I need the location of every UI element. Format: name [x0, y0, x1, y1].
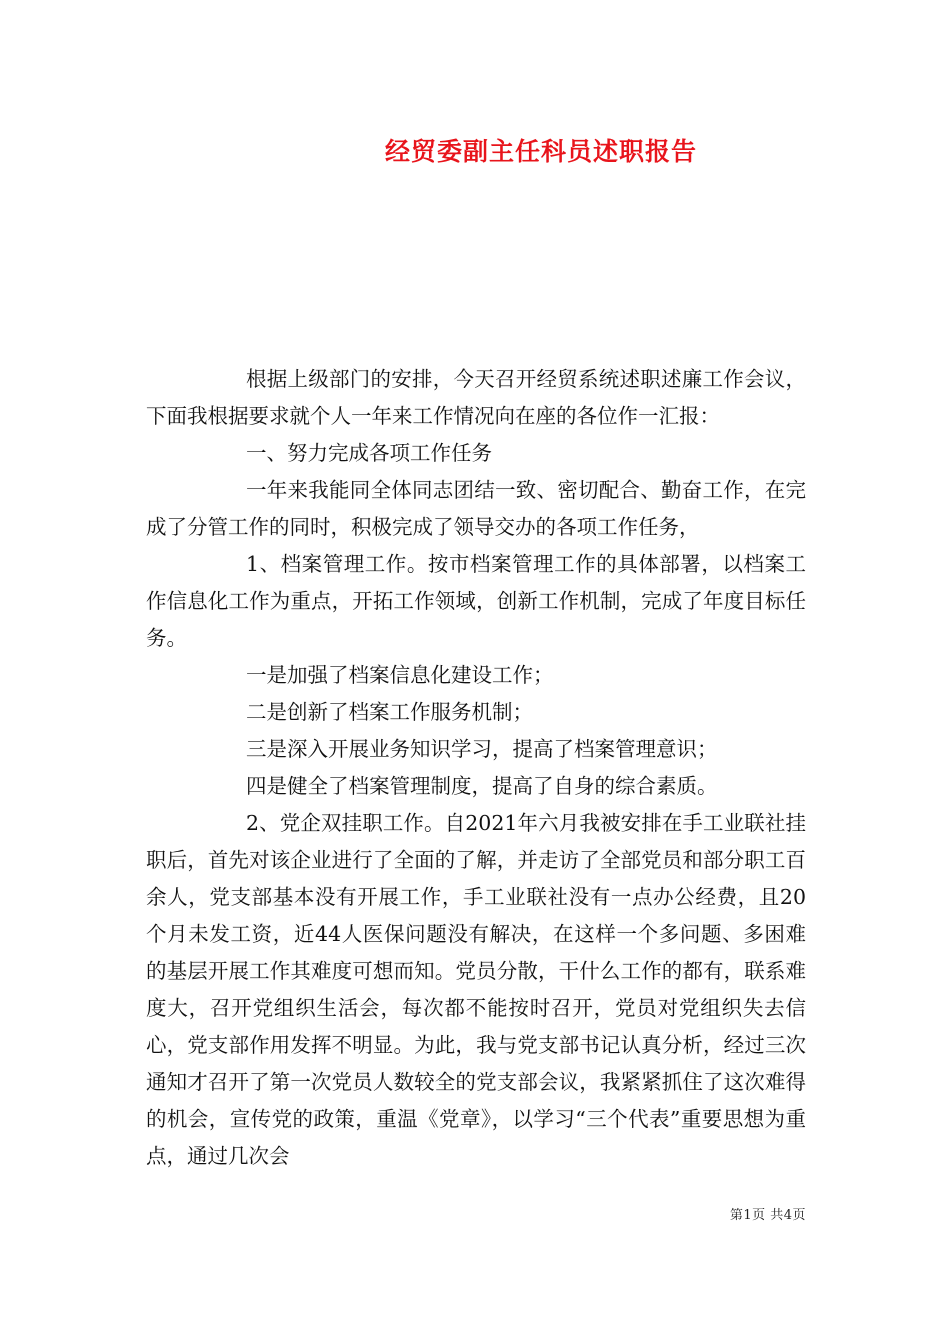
- paragraph-summary: 一年来我能同全体同志团结一致、密切配合、勤奋工作，在完成了分管工作的同时，积极完成了领导交办的各项工作任务，: [146, 478, 806, 539]
- paragraph-intro: 根据上级部门的安排，今天召开经贸系统述职述廉工作会议，下面我根据要求就个人一年来工作情况向在座的各位作一汇报：: [146, 367, 806, 428]
- list-item-2: 二是创新了档案工作服务机制；: [246, 700, 533, 724]
- list-item-3: 三是深入开展业务知识学习，提高了档案管理意识；: [246, 737, 718, 761]
- paragraph-party-work: 2、党企双挂职工作。自2021年六月我被安排在手工业联社挂职后，首先对该企业进行了全面的了解，并走访了全部党员和部分职工百余人，党支部基本没有开展工作，手工业联社没有一点办公经费，且20个月未发工资，近44人医保问题没有解决，在这样一个多问题、多困难的基层开展工作其难度可想而知。党员分散，干什么工作的都有，联系难度大，召开党组织生活会，每次都不能按时召开，党员对党组织失去信心，党支部作用发挥不明显。为此，我与党支部书记认真分析，经过三次通知才召开了第一次党员人数较全的党支部会议，我紧紧抓住了这次难得的机会，宣传党的政策，重温《党章》，以学习“三个代表”重要思想为重点，通过几次会: [146, 811, 806, 1168]
- page-number: 第1页 共4页: [729, 1208, 806, 1223]
- paragraph-archive-work: 1、档案管理工作。按市档案管理工作的具体部署，以档案工作信息化工作为重点，开拓工作领域，创新工作机制，完成了年度目标任务。: [146, 552, 806, 650]
- list-item-1: 一是加强了档案信息化建设工作；: [246, 663, 554, 687]
- section-heading-1: 一、努力完成各项工作任务: [246, 441, 492, 465]
- document-title: 经贸委副主任科员述职报告: [384, 137, 697, 166]
- list-item-4: 四是健全了档案管理制度，提高了自身的综合素质。: [246, 774, 718, 798]
- document-body: [146, 361, 806, 1175]
